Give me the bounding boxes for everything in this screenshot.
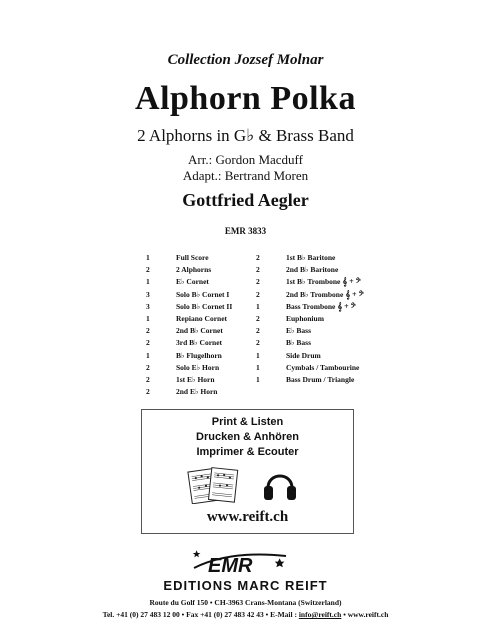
part-name bbox=[176, 252, 209, 264]
part-name bbox=[176, 301, 232, 313]
composer-name: Gottfried Aegler bbox=[182, 190, 309, 210]
part-name bbox=[286, 313, 324, 325]
part-name bbox=[176, 374, 215, 386]
email-link[interactable]: info@reift.ch bbox=[298, 610, 342, 619]
part-quantity: 2 bbox=[256, 313, 260, 323]
sheet-music-icon bbox=[186, 466, 240, 504]
piece-title: Alphorn Polka bbox=[135, 80, 356, 117]
part-name-text: 1st E♭ Horn bbox=[176, 374, 215, 384]
part-quantity: 2 bbox=[256, 265, 260, 275]
part-name bbox=[176, 386, 217, 398]
part-name-text: Bass Drum / Triangle bbox=[286, 374, 355, 384]
part-name-text: E♭ Bass bbox=[286, 326, 312, 336]
part-name bbox=[286, 325, 311, 337]
collection-name: Collection Jozsef Molnar bbox=[167, 52, 324, 68]
clef-icon: 𝄞 + 𝄢 bbox=[342, 277, 361, 287]
part-name bbox=[286, 276, 361, 288]
part-name bbox=[176, 289, 229, 301]
part-quantity: 1 bbox=[256, 350, 260, 360]
part-name bbox=[176, 325, 223, 337]
part-name bbox=[176, 362, 219, 374]
part-name-text: 1st B♭ Baritone bbox=[286, 253, 336, 262]
logo-lettering: EMR bbox=[208, 555, 253, 577]
part-name-text: B♭ Bass bbox=[286, 338, 312, 348]
print-listen-box bbox=[141, 409, 354, 534]
arranger-credit: Arr.: Gordon Macduff bbox=[188, 152, 303, 167]
part-name-text: 1st B♭ Trombone bbox=[286, 277, 341, 287]
promo-line-english: Print & Listen bbox=[211, 416, 284, 428]
part-quantity: 1 bbox=[256, 374, 260, 384]
part-name-text: Solo B♭ Cornet II bbox=[176, 301, 233, 311]
part-name bbox=[176, 313, 227, 325]
part-name-text: Bass Trombone bbox=[286, 301, 336, 311]
part-quantity: 2 bbox=[146, 338, 150, 348]
publisher-contact bbox=[0, 610, 491, 619]
part-name bbox=[286, 301, 356, 313]
part-quantity: 2 bbox=[256, 338, 260, 348]
clef-icon: 𝄞 + 𝄢 bbox=[337, 301, 356, 311]
clef-icon: 𝄞 + 𝄢 bbox=[345, 289, 364, 299]
part-name bbox=[286, 264, 338, 276]
part-name bbox=[176, 337, 222, 349]
promo-line-german: Drucken & Anhören bbox=[196, 431, 299, 443]
part-name bbox=[176, 276, 209, 288]
part-name bbox=[286, 337, 311, 349]
part-name-text: Full Score bbox=[176, 253, 209, 262]
part-name-text: B♭ Flugelhorn bbox=[176, 350, 222, 360]
part-quantity: 2 bbox=[146, 387, 150, 397]
part-quantity: 3 bbox=[146, 301, 150, 311]
part-name-text: 2 Alphorns bbox=[176, 265, 212, 275]
part-quantity: 2 bbox=[146, 326, 150, 336]
adapter-credit: Adapt.: Bertrand Moren bbox=[182, 168, 309, 183]
part-name-text: 3rd B♭ Cornet bbox=[176, 338, 223, 348]
part-name-text: Solo B♭ Cornet I bbox=[176, 289, 230, 299]
emr-logo bbox=[190, 548, 300, 578]
contact-website[interactable]: • www.reift.ch bbox=[341, 610, 389, 619]
part-quantity: 2 bbox=[256, 277, 260, 287]
website-link[interactable]: www.reift.ch bbox=[206, 509, 289, 525]
part-name-text: Repiano Cornet bbox=[176, 313, 228, 323]
part-name bbox=[286, 252, 335, 264]
part-name-text: Cymbals / Tambourine bbox=[286, 362, 360, 372]
part-name-text: 2nd E♭ Horn bbox=[176, 387, 218, 397]
part-quantity: 1 bbox=[146, 253, 150, 262]
instrumentation-subtitle: 2 Alphorns in G♭ & Brass Band bbox=[137, 126, 354, 145]
part-quantity: 3 bbox=[146, 289, 150, 299]
part-name bbox=[176, 350, 222, 362]
part-name-text: Side Drum bbox=[286, 350, 321, 360]
part-name bbox=[176, 264, 211, 276]
part-quantity: 2 bbox=[146, 362, 150, 372]
part-quantity: 2 bbox=[256, 326, 260, 336]
part-quantity: 2 bbox=[256, 289, 260, 299]
part-quantity: 1 bbox=[256, 301, 260, 311]
part-quantity: 1 bbox=[146, 313, 150, 323]
part-name-text: 2nd B♭ Trombone bbox=[286, 289, 344, 299]
contact-phone-fax: Tel. +41 (0) 27 483 12 00 • Fax +41 (0) 27 483 42 43 • E-Mail : bbox=[102, 610, 299, 619]
part-quantity: 1 bbox=[146, 277, 150, 287]
part-name bbox=[286, 289, 364, 301]
part-name-text: 2nd B♭ Baritone bbox=[286, 265, 339, 275]
promo-line-french: Imprimer & Ecouter bbox=[196, 446, 299, 458]
part-quantity: 1 bbox=[256, 362, 260, 372]
part-name-text: Solo E♭ Horn bbox=[176, 362, 220, 372]
part-name-text: 2nd B♭ Cornet bbox=[176, 326, 223, 336]
headphones-icon bbox=[262, 466, 298, 506]
publisher-address: Route du Golf 150 • CH-3963 Crans-Montana (Switzerland) bbox=[149, 598, 342, 607]
part-name bbox=[286, 374, 354, 386]
catalog-number: EMR 3833 bbox=[224, 226, 267, 236]
part-name bbox=[286, 362, 359, 374]
part-name bbox=[286, 350, 321, 362]
part-quantity: 2 bbox=[146, 374, 150, 384]
part-quantity: 2 bbox=[256, 253, 260, 262]
publisher-name: EDITIONS MARC REIFT bbox=[163, 578, 328, 593]
part-name-text: E♭ Cornet bbox=[176, 277, 209, 287]
part-name-text: Euphonium bbox=[286, 313, 324, 323]
part-quantity: 2 bbox=[146, 265, 150, 275]
part-quantity: 1 bbox=[146, 350, 150, 360]
